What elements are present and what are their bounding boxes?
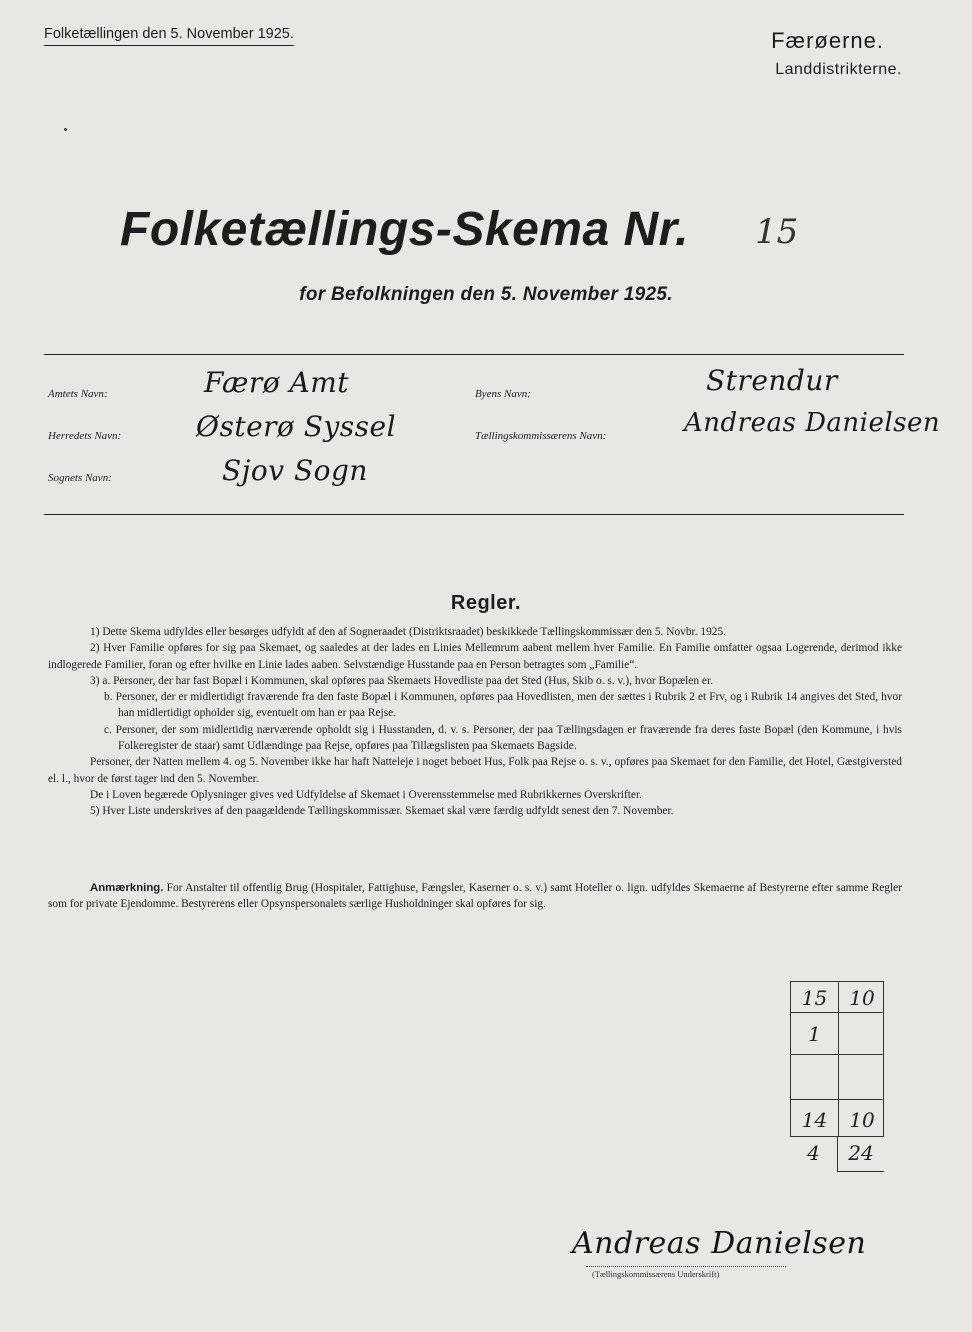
- form-number-handwritten: 15: [755, 212, 799, 252]
- byens-value: Strendur: [706, 364, 838, 397]
- sognets-label: Sognets Navn:: [48, 472, 112, 484]
- tally-cell: 10: [849, 1108, 875, 1132]
- signature-line: [586, 1266, 786, 1267]
- herredets-label: Herredets Navn:: [48, 430, 122, 442]
- amtets-label: Amtets Navn:: [48, 388, 108, 400]
- herredets-value: Østerø Syssel: [196, 410, 397, 443]
- top-divider: [44, 354, 904, 355]
- tally-row: [790, 1136, 884, 1172]
- signature-caption: (Tællingskommissærens Underskrift): [592, 1269, 720, 1279]
- tally-row: [790, 1099, 884, 1137]
- tally-cell: [839, 1013, 885, 1054]
- tally-cell: 4: [790, 1136, 838, 1172]
- tally-row: [790, 1054, 884, 1100]
- census-date-header: Folketællingen den 5. November 1925.: [44, 26, 294, 46]
- rule-3b: b. Personer, der er midlertidigt fraværende fra den faste Bopæl i Kommunen, opføres paa Hovedlisten, men der sættes i Rubrik 2 et Frv, og i Rubrik 14 angives det Sted, hvor han midlertidigt opholder sig, eventuelt om han er paa Rejse.: [104, 691, 902, 720]
- rule-3c: c. Personer, der som midlertidig nærværende opholdt sig i Husstanden, d. v. s. Personer, der paa Tællingsdagen er fraværende fra deres faste Bopæl (den Kommune, i hvis Folkeregister de staar) samt Udlændinge paa Rejse, opføres paa Tillægslisten paa Skemaets Bagside.: [104, 723, 902, 753]
- rule-5: 5) Hver Liste underskrives af den paagældende Tællingskommissær. Skemaet skal være færdig udfyldt senest den 7. November.: [90, 805, 674, 818]
- rule-2: 2) Hver Familie opføres for sig paa Skemaet, og saaledes at der lades en Linies Mellemrum aabent mellem hver Familie. En Familie omfatter ogsaa Logerende, derimod ikke indlogerede Familier, foran og efter hvilke en Linie lades aaben. Selvstændige Husstande paa en Person betragtes som „Familie“.: [48, 642, 902, 671]
- tally-row: [790, 1012, 884, 1055]
- annotation-paragraph: [48, 880, 902, 913]
- kommissaer-label: Tællingskommissærens Navn:: [475, 430, 607, 442]
- sognets-value: Sjov Sogn: [222, 454, 368, 487]
- tally-cell: [791, 1055, 839, 1099]
- tally-cell: [839, 1055, 885, 1099]
- tally-cell: 15: [791, 982, 839, 1012]
- rules-title: Regler.: [450, 592, 522, 614]
- tally-box: [790, 981, 884, 1165]
- rule-1: 1) Dette Skema udfyldes eller besørges udfyldt af den af Sogneraadet (Distriktsraadet) beskikkede Tællingskommissær den 5. Novbr. 1925.: [90, 626, 727, 638]
- form-title: Folketællings-Skema Nr.: [120, 203, 690, 256]
- tally-cell: 1: [791, 1013, 839, 1054]
- rule-4-note: De i Loven begærede Oplysninger gives ved Udfyldelse af Skemaet i Overensstemmelse med Rubrikkernes Overskrifter.: [90, 788, 642, 801]
- tally-row: [790, 981, 884, 1013]
- tally-cell: 24: [838, 1136, 884, 1172]
- rule-4: Personer, der Natten mellem 4. og 5. November ikke har haft Natteleje i noget beboet Hus, Folk paa Rejse o. s. v., opføres paa Skemaet for den Familie, det Hotel, Gæstgiversted el. l., hvor de først tager ind den 5. November.: [48, 756, 902, 785]
- kommissaer-value: Andreas Danielsen: [684, 408, 941, 438]
- paper-speck: [64, 128, 67, 131]
- region-title: Færøerne.: [771, 28, 884, 53]
- bottom-divider: [44, 514, 904, 515]
- tally-cell: 14: [791, 1100, 839, 1136]
- form-subtitle: for Befolkningen den 5. November 1925.: [299, 284, 673, 305]
- annotation-text: For Anstalter til offentlig Brug (Hospitaler, Fattighuse, Fængsler, Kaserner o. s. v.) samt Hoteller o. lign. udfyldes Skemaerne af Bestyrerne efter samme Regler som for private Ejendomme. Bestyrerens eller Opsynspersonalets særlige Husholdninger skal opføres for sig.: [48, 882, 902, 911]
- annotation-label: Anmærkning.: [90, 882, 164, 894]
- byens-label: Byens Navn:: [475, 388, 531, 400]
- tally-cell: 10: [849, 986, 875, 1010]
- rules-text: [48, 624, 902, 820]
- amtets-value: Færø Amt: [204, 366, 350, 399]
- rule-3a: 3) a. Personer, der har fast Bopæl i Kommunen, skal opføres paa Skemaets Hovedliste paa det Sted (Hus, Skib o. s. v.), hvor Bopælen er.: [90, 674, 713, 687]
- commissioner-signature: Andreas Danielsen: [572, 1226, 867, 1261]
- region-subtitle: Landdistrikterne.: [775, 61, 902, 78]
